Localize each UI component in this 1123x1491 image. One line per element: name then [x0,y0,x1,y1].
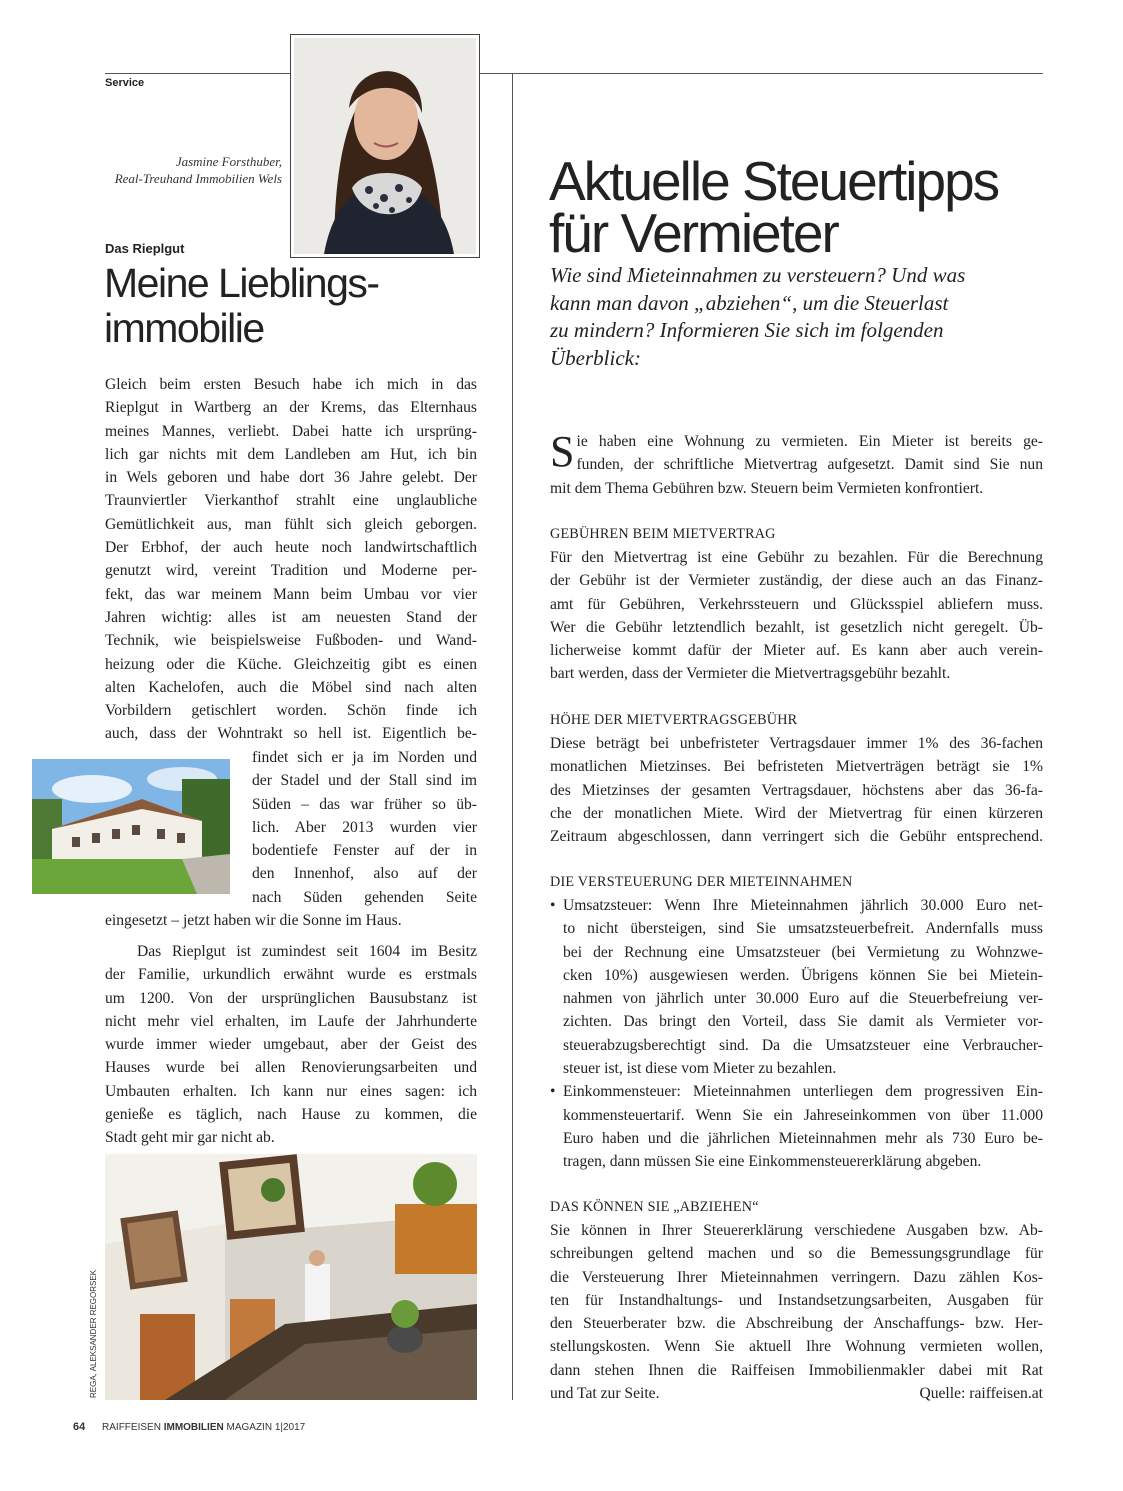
text-line: cken 10%) ausgewiesen werden. Übrigens können Sie bei Mietein- [563,966,1043,984]
closing-line [550,1382,1043,1405]
portrait-caption-name: Jasmine Forsthuber, [175,154,282,169]
text-line: Sie können in Ihrer Steuererklärung verschiedene Ausgaben bzw. Ab- [550,1222,1043,1239]
text-line: Technik, wie beispielsweise Fußboden- und Wand- [105,632,477,650]
section-fee-amount [550,709,1043,848]
section-heading: DAS KÖNNEN SIE „ABZIEHEN“ [550,1199,759,1215]
text-line: lich gar nichts mit dem Landleben am Hut, ich bin [105,445,477,463]
text-line: in Wels geboren und habe dort 36 Jahre gelebt. Der [105,469,477,487]
text-line: stellungskosten. Wenn Sie aktuell Ihre Wohnung vermieten wollen, [550,1338,1043,1356]
lead-line: kann man davon „abziehen“, um die Steuerlast [550,290,949,315]
text-line: der Familie, urkundlich erwähnt wurde es erstmals [105,966,477,984]
right-intro [550,427,1043,500]
bullet-income-tax [550,1080,1043,1173]
portrait-caption-company: Real-Treuhand Immobilien Wels [114,171,282,186]
footer [73,1421,305,1433]
text-line: fekt, das war meinem Mann beim Umbau vor vier [105,585,477,603]
section-deductions [550,1196,1043,1405]
magazine-prefix: RAIFFEISEN [102,1422,161,1433]
text-line: steuerabzugsberechtigt sind. Da die Umsatzsteuer eine Verbraucher- [563,1036,1043,1054]
right-title [549,150,1049,264]
bullet-icon: • [550,1083,556,1101]
text-line: genieße es täglich, nach Hause zu kommen, die [105,1106,477,1124]
portrait-photo-frame [290,34,480,258]
text-line: Euro haben und die jährlichen Mieteinnahmen mehr als 730 Euro be- [563,1129,1043,1147]
text-line: to nicht übersteigen, sind Sie umsatzsteuerbefreit. Andernfalls muss [563,920,1043,938]
text-line: bart werden, dass der Vermieter die Mietvertragsgebühr bezahlt. [550,665,951,683]
text-line: und Tat zur Seite. [550,1385,660,1403]
section-heading: HÖHE DER MIETVERTRAGSGEBÜHR [550,712,798,728]
text-line: meines Mannes, verliebt. Dabei hatte ich ursprüng- [105,422,477,440]
section-label: Service [105,77,145,89]
text-line: funden, der schriftliche Mietvertrag aufgesetzt. Damit sind Sie nun [576,456,1043,474]
text-line: Gemütlichkeit aus, man fühlt sich gleich geborgen. [105,515,477,533]
text-line: nicht mehr viel erhalten, im Laufe der Jahrhunderte [105,1012,477,1030]
lead-line: Überblick: [550,345,641,370]
text-line: um 1200. Von der ursprünglichen Bausubstanz ist [105,989,477,1007]
text-line: zichten. Das bringt den Vorteil, dass Sie damit als Vermieter vor- [563,1013,1043,1031]
column-divider [512,73,513,1400]
left-paragraph-1-wrap [252,746,477,909]
text-line: die Versteuerung Ihrer Mieteinnahmen verringern. Dazu zählen Kos- [550,1268,1043,1286]
left-paragraph-2 [105,940,477,1150]
text-line: Umbauten erhalten. Ich kann nur eines sagen: ich [105,1082,477,1100]
text-line: den Innenhof, also auf der [252,865,477,883]
text-line: che der monatlichen Miete. Wird der Mietvertrag für einen kürzeren [550,804,1043,822]
text-line: Diese beträgt bei unbefristeter Vertragsdauer immer 1% des 36-fachen [550,735,1043,752]
text-line: Stadt geht mir gar nicht ab. [105,1129,275,1147]
text-line: Der Erbhof, der auch heute noch landwirtschaftlich [105,539,477,557]
text-line: Süden – das war früher so üb- [252,795,477,813]
text-line: schreibungen geltend machen und so die Bemessungsgrundlage für [550,1245,1043,1263]
text-line: Das Rieplgut ist zumindest seit 1604 im Besitz [137,943,477,960]
text-line: amt für Gebühren, Verkehrssteuern und Glücksspiel abliefern muss. [550,595,1043,613]
left-title-line1: Meine Lieblings- [104,260,379,306]
text-line: Vorbildern getischlert worden. Schön finde ich [105,702,477,720]
text-line: Zeitraum abgeschlossen, dann verringert sich die Gebühr entsprechend. [550,828,1043,846]
text-line: dann stehen Ihnen die Raiffeisen Immobilienmakler dabei mit Rat [550,1361,1043,1379]
text-line: Einkommensteuer: Mieteinnahmen unterliegen dem progressiven Ein- [563,1083,1043,1101]
top-rule-left [105,73,290,74]
top-rule-right [478,73,1043,74]
drop-cap: S [550,427,575,476]
text-line: bodentiefe Fenster auf der in [252,842,477,860]
page-number: 64 [73,1421,86,1433]
lead-line: Wie sind Mieteinnahmen zu versteuern? Und was [550,263,966,287]
right-title-line2: für Vermieter [549,202,838,264]
left-title-line2: immobilie [104,305,264,351]
text-line: Für den Mietvertrag ist eine Gebühr zu bezahlen. Für die Berechnung [550,549,1043,566]
right-lead [550,262,1045,372]
text-line: ten für Instandhaltungs- und Instandsetzungsarbeiten, Ausgaben für [550,1291,1043,1309]
text-line: monatlichen Mietzinses. Bei befristeten Mietverträgen beträgt sie 1% [550,758,1043,776]
text-line: nahmen von jährlich unter 30.000 Euro auf die Steuerbefreiung ver- [563,990,1043,1008]
section-heading: GEBÜHREN BEIM MIETVERTRAG [550,526,776,542]
text-line: genutzt wird, vereint Tradition und Moderne per- [105,562,477,580]
left-paragraph-1 [105,373,477,746]
text-line: auch, dass der Wohntrakt so hell ist. Eigentlich be- [105,725,477,743]
section-fees [550,523,1043,686]
right-title-line1: Aktuelle Steuertipps [549,150,999,212]
text-line: Gleich beim ersten Besuch habe ich mich in das [105,376,477,393]
text-line: alten Kachelofen, auch die Möbel sind nach alten [105,678,477,696]
bullet-icon: • [550,897,556,914]
text-line: steuer ist, ist diese vom Mieter zu bezahlen. [563,1060,837,1078]
text-line: wurde immer wieder umgebaut, aber der Geist des [105,1036,477,1054]
text-line: nach Süden gehenden Seite [252,888,477,906]
photo-credit: REGA, ALEKSANDER REGORSEK [89,1269,98,1398]
text-line: den Steuerberater bzw. die Abschreibung der Anschaffungs- bzw. Her- [550,1315,1043,1333]
magazine-issue: MAGAZIN 1|2017 [226,1422,306,1433]
source-note: Quelle: raiffeisen.at [919,1385,1043,1403]
section-taxation [550,871,1043,1174]
text-line: licherweise kommt dafür der Mieter auf. Es kann aber auch verein- [550,642,1043,660]
text-line: findet sich er ja im Norden und [252,749,477,766]
portrait-photo [294,38,476,254]
text-line: Hauses wurde bei allen Renovierungsarbeiten und [105,1059,477,1077]
text-line: des Mietzinses der gesamten Vertragsdauer, höchstens aber das 36-fa- [550,781,1043,799]
text-line: Umsatzsteuer: Wenn Ihre Mieteinnahmen jährlich 30.000 Euro net- [563,897,1043,914]
section-heading: DIE VERSTEUERUNG DER MIETEINNAHMEN [550,874,853,890]
text-line: Jahren wichtig: alles ist am neuesten Stand der [105,608,477,626]
text-line: lich. Aber 2013 wurden vier [252,818,477,836]
left-kicker: Das Rieplgut [105,241,185,256]
text-line: tragen, dann müssen Sie eine Einkommensteuererklärung abgeben. [563,1153,982,1171]
farmhouse-photo [32,759,230,894]
text-line: der Stadel und der Stall sind im [252,772,477,790]
bullet-vat [550,894,1043,1080]
text-line: Traunviertler Vierkanthof strahlt eine unglaubliche [105,492,477,510]
text-line: heizung oder die Küche. Gleichzeitig gibt es einen [105,655,477,673]
text-line: Wer die Gebühr letztendlich bezahlt, ist gesetzlich nicht geregelt. Üb- [550,618,1043,636]
portrait-caption [90,153,282,187]
text-line: ie haben eine Wohnung zu vermieten. Ein Mieter ist bereits ge- [576,433,1043,450]
text-line: Rieplgut in Wartberg an der Krems, das Elternhaus [105,399,477,417]
text-line: mit dem Thema Gebühren bzw. Steuern beim Vermieten konfrontiert. [550,479,984,497]
text-line: bei der Rechnung eine Umsatzsteuer (bei Vermietung zu Wohnzwe- [563,943,1043,961]
left-paragraph-1-end: eingesetzt – jetzt haben wir die Sonne im Haus. [105,912,402,929]
lead-line: zu mindern? Informieren Sie sich im folgenden [550,318,944,342]
magazine-name: IMMOBILIEN [163,1422,224,1433]
text-line: der Gebühr ist der Vermieter zuständig, der diese auch an das Finanz- [550,572,1043,590]
text-line: kommensteuertarif. Wenn Sie ein Jahreseinkommen von über 11.000 [563,1106,1043,1124]
interior-photo [105,1154,477,1400]
left-title [104,261,484,351]
